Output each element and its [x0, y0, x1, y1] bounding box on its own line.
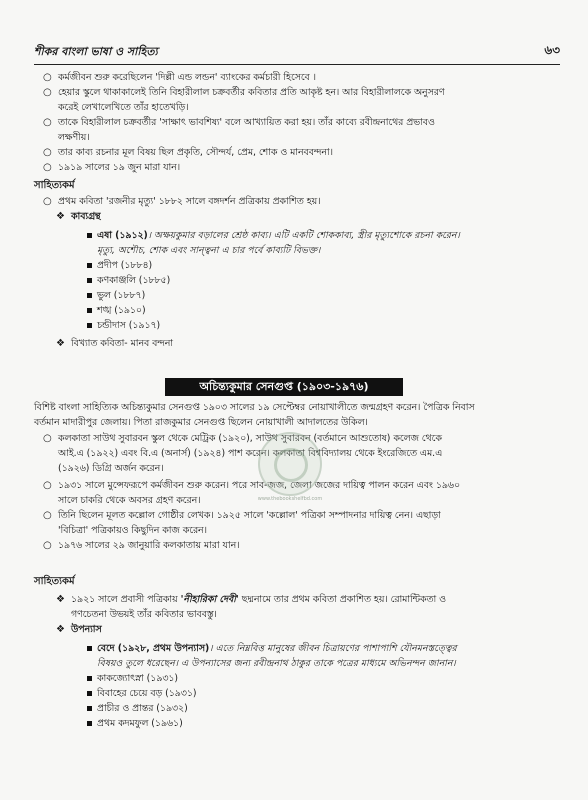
square-bullet-icon	[87, 706, 92, 711]
section-heading: সাহিত্যকর্ম	[34, 576, 75, 587]
square-bullet-icon	[87, 278, 92, 283]
list-item: চন্ডীদাস (১৯১৭)	[0, 318, 588, 333]
subheading-item: ❖ ১৯২১ সালে প্রবাসী পত্রিকায় 'নীহারিকা দেবী' ছদ্মনামে তার প্রথম কবিতা প্রকাশিত হয়। রোমান্টিকতা ও	[56, 594, 446, 605]
square-bullet-icon	[87, 293, 92, 298]
circle-bullet-icon: ○	[43, 433, 52, 444]
list-item: ○ তাকে বিহারীলাল চক্রবর্তীর 'সাক্ষাৎ ভাবশিষ্য' বলে আখ্যায়িত করা হয়। তাঁর কাব্যে রবীন্দ্রনাথের প্রভাবও	[43, 117, 435, 128]
list-item-continuation: করেই লেখালেখিতে তাঁর হাতেখড়ি।	[58, 102, 189, 113]
square-bullet-icon	[87, 691, 92, 696]
circle-bullet-icon: ○	[43, 196, 52, 207]
list-item-continuation: সালে চাকরি থেকে অবসর গ্রহণ করেন।	[58, 495, 201, 506]
list-item: ○ ১৯৭৬ সালের ২৯ জানুয়ারি কলকাতায় মারা যান।	[43, 540, 240, 551]
square-bullet-icon	[87, 721, 92, 726]
watermark-logo	[257, 432, 323, 502]
list-item: প্রাচীর ও প্রান্তর (১৯৩২)	[0, 701, 588, 716]
list-item-continuation: মৃত্যু, অশৌচ, শোক এবং সান্ত্বনা এ চার পর্বে কাব্যটি বিভক্ত।	[97, 245, 321, 256]
list-item-continuation: 'বিচিত্রা' পত্রিকায়ও কিছুদিন কাজ করেন।	[58, 525, 207, 536]
list-item: ভুল (১৮৮৭)	[0, 288, 588, 303]
square-bullet-icon	[87, 676, 92, 681]
intro-paragraph: বিশিষ্ট বাংলা সাহিত্যিক অচিন্ত্যকুমার সেনগুপ্ত ১৯০৩ সালের ১৯ সেপ্টেম্বর নোয়াখালীতে জন্মগ্রহণ করেন। পৈত্রিক নিবাস বর্তমান মাদারীপুর জেলায়। পিতা রাজকুমার সেনগুপ্ত ছিলেন নোয়াখালী আদালতের উকিল।	[34, 402, 475, 428]
circle-bullet-icon: ○	[43, 480, 52, 491]
list-item-continuation: আই.এ (১৯২২) এবং বি.এ (অনার্স) (১৯২৪) পাশ করেন। কলকাতা বিশ্ববিদ্যালয় থেকে ইংরেজিতে এম.এ	[58, 448, 443, 459]
list-item: ○ কলকাতা সাউথ সুবারবন স্কুল থেকে মেট্রিক (১৯২০), সাউথ সুবারবন (বর্তমানে আশুতোষ) কলেজ থেকে	[43, 433, 442, 444]
list-item: ○ প্রথম কবিতা 'রজনীর মৃত্যু' ১৮৮২ সালে বঙ্গদর্শন প্রত্রিকায় প্রকাশিত হয়।	[43, 196, 321, 207]
list-item: কাকজ্যোৎস্না (১৯৩১)	[0, 671, 588, 686]
circle-bullet-icon: ○	[43, 162, 52, 173]
page-number: ৬৩	[544, 43, 560, 57]
list-item-continuation: বিষয়ও তুলে ধরেছেন। এ উপন্যাসের জন্য রবীন্দ্রনাথ ঠাকুর তাকে পত্রের মাধ্যমে অভিনন্দন জানান।	[97, 658, 456, 669]
list-item-continuation: (১৯২৬) ডিগ্রি অর্জন করেন।	[58, 463, 164, 474]
diamond-bullet-icon: ❖	[56, 211, 65, 222]
circle-bullet-icon: ○	[43, 87, 52, 98]
akshay-works-section	[0, 178, 588, 351]
section-title-banner: অচিন্ত্যকুমার সেনগুপ্ত (১৯০৩-১৯৭৬)	[165, 378, 403, 396]
diamond-bullet-icon: ❖	[56, 338, 65, 349]
circle-bullet-icon: ○	[43, 72, 52, 83]
list-item: ○ ১৯৩১ সালে মুন্সেফরূপে কর্মজীবন শুরু করেন। পরে সাব-জজ, জেলা জজের দায়িত্ব পালন করেন এবং ১৯৬০	[43, 480, 461, 491]
subheading-item: ❖ বিখ্যাত কবিতা- মানব বন্দনা	[56, 338, 173, 349]
list-item: প্রদীপ (১৮৮৪)	[0, 258, 588, 273]
circle-bullet-icon: ○	[43, 510, 52, 521]
achintya-works-section	[0, 574, 588, 731]
list-item: ○ হেয়ার স্কুলে থাকাকালেই তিনি বিহারীলাল চক্রবর্তীর কবিতার প্রতি আকৃষ্ট হন। আর বিহারীলালকে অনুসরণ	[43, 87, 445, 98]
list-item: এষা (১৯১২)। অক্ষয়কুমার বড়ালের শ্রেষ্ঠ কাব্য। এটি একটি শোককাব্য, স্ত্রীর মৃত্যুশোকে রচনা করেন।	[0, 228, 588, 243]
square-bullet-icon	[87, 263, 92, 268]
list-item: ○ তার কাব্য রচনার মূল বিষয় ছিল প্রকৃতি, সৌন্দর্য, প্রেম, শোক ও মানববন্দনা।	[43, 147, 333, 158]
book-title: শীকর বাংলা ভাষা ও সাহিত্য	[34, 45, 158, 58]
square-bullet-icon	[87, 233, 92, 238]
diamond-bullet-icon: ❖	[56, 594, 65, 605]
section-heading: সাহিত্যকর্ম	[34, 180, 75, 191]
circle-bullet-icon: ○	[43, 540, 52, 551]
akshay-biography-list	[0, 70, 588, 175]
list-item-continuation: গণচেতনা উভয়ই তাঁর কবিতার ভাববস্তু।	[71, 609, 217, 620]
list-item: ○ তিনি ছিলেন মূলত কল্লোল গোষ্ঠীর লেখক। ১৯২৫ সালে 'কল্লোল' পত্রিকা সম্পাদনার দায়িত্ব নেন। এছাড়া	[43, 510, 441, 521]
list-item: প্রথম কদমফুল (১৯৬১)	[0, 716, 588, 731]
list-item: শঙ্খ (১৯১০)	[0, 303, 588, 318]
subheading-item: ❖ কাব্যগ্রন্থ	[56, 211, 101, 222]
list-item: বিবাহের চেয়ে বড় (১৯৩১)	[0, 686, 588, 701]
square-bullet-icon	[87, 323, 92, 328]
watermark-url: www.thebookshelfbd.com	[257, 496, 323, 502]
list-item: ○ ১৯১৯ সালের ১৯ জুন মারা যান।	[43, 162, 181, 173]
square-bullet-icon	[87, 646, 92, 651]
subheading-item: ❖ উপন্যাস	[56, 624, 102, 635]
list-item: কণকাঞ্জলি (১৮৮৫)	[0, 273, 588, 288]
diamond-bullet-icon: ❖	[56, 624, 65, 635]
page-header	[34, 44, 560, 65]
square-bullet-icon	[87, 308, 92, 313]
list-item: ○ কর্মজীবন শুরু করেছিলেন 'দিল্লী এন্ড লন্ডন' ব্যাংকের কর্মচারী হিসেবে ।	[43, 72, 317, 83]
list-item-continuation: লক্ষণীয়।	[58, 132, 90, 143]
circle-bullet-icon: ○	[43, 117, 52, 128]
list-item: বেদে (১৯২৮, প্রথম উপন্যাস)। এতে নিম্নবিত্ত মানুষের জীবন চিত্রায়ণের পাশাপাশি যৌনমনস্তত্ত্বের	[0, 641, 588, 656]
circle-bullet-icon: ○	[43, 147, 52, 158]
